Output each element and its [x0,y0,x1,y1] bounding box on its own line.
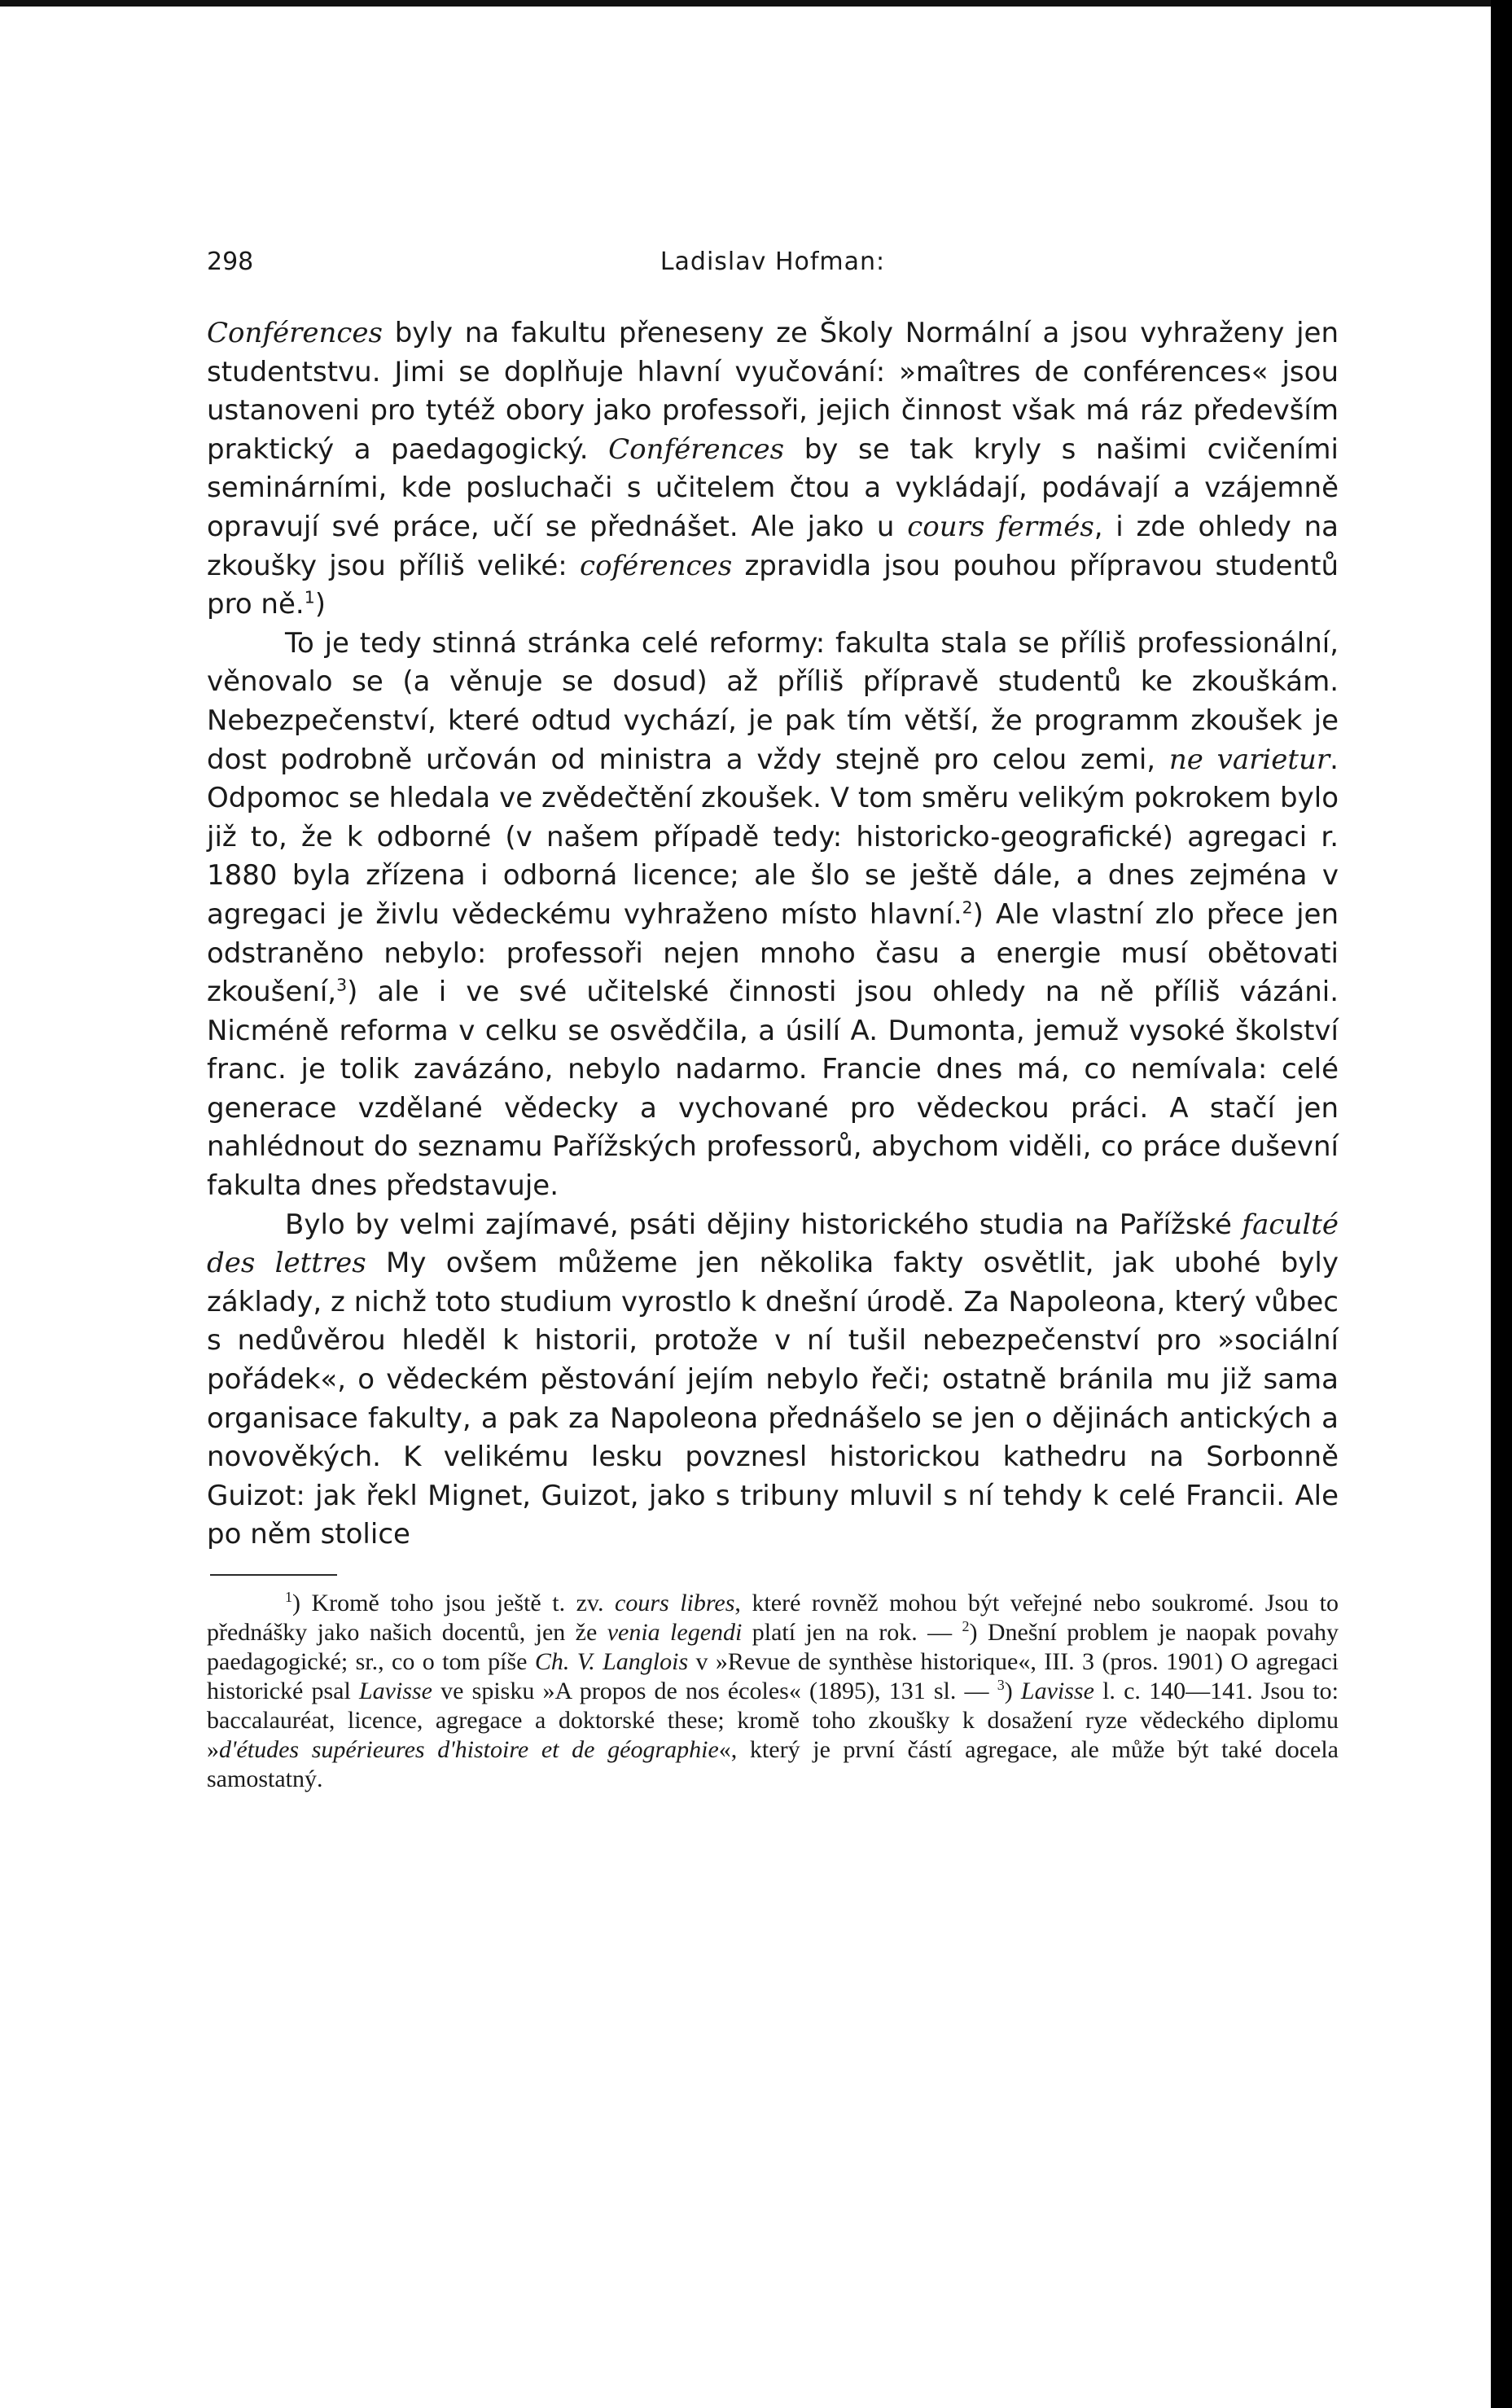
scan-edge-top [0,0,1512,7]
text-run: ) Dnešní problem je naopak povahy paedagogické; sr., co o tom píše [207,1619,1339,1675]
italic-text: Lavisse [1020,1678,1094,1704]
footnote-marker: 2 [962,897,973,918]
text-run: ) Kromě toho jsou ještě t. zv. [292,1590,615,1616]
text-run: «, který je první částí agregace, ale může být také docela samostatný. [207,1736,1339,1792]
text-run: zpravidla jsou pouhou přípravou studentů pro ně. [207,549,1339,621]
text-run: ) Ale vlastní zlo přece jen odstraněno nebylo: professoři nejen mnoho času a energie musí obětovati zkoušení, [207,897,1339,1009]
italic-text: venia legendi [607,1619,743,1646]
text-run: ) [314,588,326,621]
italic-text: ne varietur [1168,743,1330,776]
text-run: To je tedy stinná stránka celé reformy: fakulta stala se příliš professionální, věnovalo se (a věnuje se dosud) až příliš přípravě studentů ke zkouškám. Nebezpečenství, které odtud vychází, je pak tím větší, že programm zkoušek je dost podrobně určován od ministra a vždy stejně pro celou zemi, [207,626,1339,776]
italic-text: cours libres [615,1590,735,1616]
footnotes [207,1589,1339,1794]
footnote-marker: 1 [285,1589,292,1605]
text-run: , které rovněž mohou být veřejné nebo soukromé. Jsou to přednášky jako našich docentů, jen že [207,1590,1339,1646]
italic-text: cours fermés [907,510,1094,543]
running-head-author: Ladislav Hofman: [660,248,886,276]
italic-text: coférences [580,549,733,582]
text-run: . Odpomoc se hledala ve zvědečtění zkoušek. V tom směru velikým pokrokem bylo již to, že k odborné (v našem případě tedy: historicko-geografické) agregaci r. 1880 byla zřízena i odborná licence; ale šlo se ještě dále, a dnes zejména v agregaci je živlu vědeckému vyhraženo místo hlavní. [207,743,1339,931]
text-run: by se tak kryly s našimi cvičeními seminárními, kde posluchači s učitelem čtou a vykládají, podávají a vzájemně opravují své práce, učí se přednášet. Ale jako u [207,432,1339,543]
paragraph-1 [207,314,1339,625]
footnote-marker: 1 [304,587,315,607]
italic-text: Conférences [207,317,383,349]
text-run: v »Revue de synthèse historique«, III. 3 (pros. 1901) O agregaci historické psal [207,1648,1339,1704]
text-run: , i zde ohledy na zkoušky jsou příliš veliké: [207,510,1339,582]
text-run: byly na fakultu přeneseny ze Školy Normální a jsou vyhraženy jen studentstvu. Jimi se doplňuje hlavní vyučování: »maîtres de conférences« jsou ustanoveni pro tytéž obory jako professoři, jejich činnost však má ráz především praktický a paedagogický. [207,317,1339,466]
footnote-marker: 2 [962,1618,970,1634]
paragraph-3 [207,1206,1339,1555]
text-run: Bylo by velmi zajímavé, psáti dějiny historického studia na Pařížské [285,1208,1242,1241]
text-run: ve spisku »A propos de nos écoles« (1895), 131 sl. — [432,1678,997,1704]
text-run: ) ale i ve své učitelské činnosti jsou ohledy na ně příliš vázáni. Nicméně reforma v celku se osvědčila, a úsilí A. Dumonta, jemuž vysoké školství franc. je tolik zavázáno, nebylo nadarmo. Francie dnes má, co nemívala: celé generace vzdělané vědecky a vychované pro vědeckou práci. A stačí jen nahlédnout do seznamu Pařížských professorů, abychom viděli, co práce duševní fakulta dnes představuje. [207,976,1339,1203]
text-run: platí jen na rok. — [742,1619,962,1646]
running-head [207,236,1339,285]
body-text [207,314,1339,1555]
paragraph-2 [207,625,1339,1206]
text-run: My ovšem můžeme jen několika fakty osvětlit, jak ubohé byly základy, z nichž toto studium vyrostlo k dnešní úrodě. Za Napoleona, který vůbec s nedůvěrou hleděl k historii, protože v ní tušil nebezpečenství pro »sociální pořádek«, o vědeckém pěstování jejím nebylo řeči; ostatně bránila mu již sama organisace fakulty, a pak za Napoleona přednášelo se jen o dějinách antických a novověkých. K velikému lesku povznesl historickou kathedru na Sorbonně Guizot: jak řekl Mignet, Guizot, jako s tribuny mluvil s ní tehdy k celé Francii. Ale po něm stolice [207,1247,1339,1551]
book-page [207,236,1339,1794]
italic-text: Lavisse [358,1678,432,1704]
footnote-rule [210,1574,337,1576]
italic-text: Conférences [608,432,785,466]
footnote-block [207,1589,1339,1794]
scan-edge-right [1491,0,1512,2408]
footnote-marker: 3 [997,1677,1005,1693]
footnote-marker: 3 [336,975,348,995]
italic-text: Ch. V. Langlois [534,1648,689,1675]
text-run: l. c. 140—141. Jsou to: baccalauréat, licence, agregace a doktorské these; kromě toho zkoušky k dosažení ryze vědeckého diplomu » [207,1678,1339,1763]
italic-text: faculté des lettres [207,1208,1339,1280]
italic-text: d'études supérieures d'histoire et de géographie [219,1736,719,1763]
text-run: ) [1004,1678,1021,1704]
page-number: 298 [207,248,254,276]
